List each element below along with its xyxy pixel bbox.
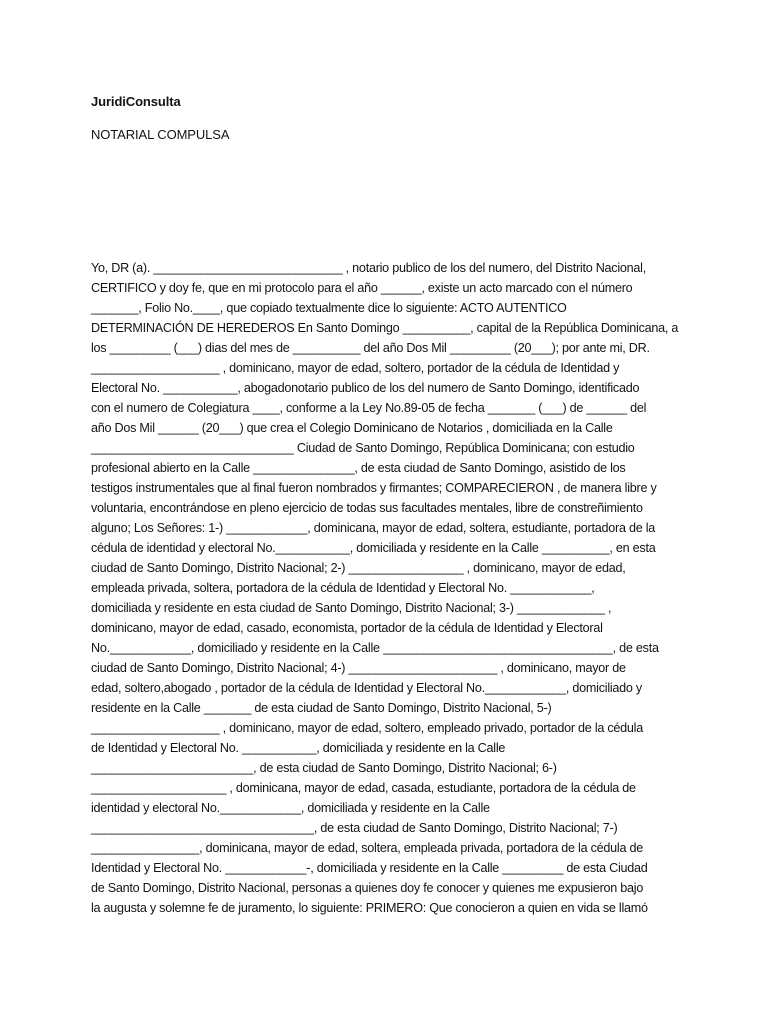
body-text-line: Yo, DR (a). ____________________________ , notario publico de los del numero, del Distrito Nacional, (91, 261, 646, 275)
body-text-line: ciudad de Santo Domingo, Distrito Nacional; 2-) _________________ , dominicano, mayor de edad, (91, 561, 626, 575)
body-text-line: No.____________, domiciliado y residente en la Calle __________________________________, de esta (91, 641, 659, 655)
body-text-line: DETERMINACIÓN DE HEREDEROS En Santo Domingo __________, capital de la República Dominicana, a (91, 321, 679, 335)
body-text-line: de Santo Domingo, Distrito Nacional, personas a quienes doy fe conocer y quienes me expusieron bajo (91, 881, 644, 895)
body-text-line: año Dos Mil ______ (20___) que crea el Colegio Dominicano de Notarios , domiciliada en la Calle (91, 421, 613, 435)
document-body (91, 258, 681, 918)
body-text-line: _______, Folio No.____, que copiado textualmente dice lo siguiente: ACTO AUTENTICO (91, 301, 567, 315)
body-text-line: domiciliada y residente en esta ciudad de Santo Domingo, Distrito Nacional; 3-) _____________ , (91, 601, 612, 615)
body-text-line: ___________________ , dominicano, mayor de edad, soltero, empleado privado, portador de la cédula (91, 721, 643, 735)
body-text-line: _________________________________, de esta ciudad de Santo Domingo, Distrito Nacional; 7-) (91, 821, 618, 835)
document-title: NOTARIAL COMPULSA (91, 127, 230, 142)
body-text-line: identidad y electoral No.____________, domiciliada y residente en la Calle (91, 801, 490, 815)
body-text-line: ciudad de Santo Domingo, Distrito Nacional; 4-) ______________________ , dominicano, mayor de (91, 661, 626, 675)
body-text-line: ________________________, de esta ciudad de Santo Domingo, Distrito Nacional; 6-) (91, 761, 557, 775)
body-text-line: edad, soltero,abogado , portador de la cédula de Identidad y Electoral No.____________, domiciliado y (91, 681, 642, 695)
body-text-line: dominicano, mayor de edad, casado, economista, portador de la cédula de Identidad y Electoral (91, 621, 603, 635)
body-text-line: profesional abierto en la Calle _______________, de esta ciudad de Santo Domingo, asistido de los (91, 461, 626, 475)
body-text-line: ____________________ , dominicana, mayor de edad, casada, estudiante, portadora de la cédula de (91, 781, 636, 795)
body-text-line: los _________ (___) dias del mes de __________ del año Dos Mil _________ (20___); por ante mi, DR. (91, 341, 650, 355)
body-text-line: ______________________________ Ciudad de Santo Domingo, República Dominicana; con estudio (91, 441, 635, 455)
body-text-line: Electoral No. ___________, abogadonotario publico de los del numero de Santo Domingo, identificado (91, 381, 640, 395)
body-text-line: con el numero de Colegiatura ____, conforme a la Ley No.89-05 de fecha _______ (___) de ______ del (91, 401, 647, 415)
body-text-line: ________________, dominicana, mayor de edad, soltera, empleada privada, portadora de la cédula de (91, 841, 643, 855)
body-text-line: testigos instrumentales que al final fueron nombrados y firmantes; COMPARECIERON , de manera libre y (91, 481, 657, 495)
body-text-line: residente en la Calle _______ de esta ciudad de Santo Domingo, Distrito Nacional, 5-) (91, 701, 552, 715)
body-text-line: ___________________ , dominicano, mayor de edad, soltero, portador de la cédula de Identidad y (91, 361, 620, 375)
body-text-line: la augusta y solemne fe de juramento, lo siguiente: PRIMERO: Que conocieron a quien en vida se llamó (91, 901, 648, 915)
body-text-line: de Identidad y Electoral No. ___________, domiciliada y residente en la Calle (91, 741, 506, 755)
body-text-line: CERTIFICO y doy fe, que en mi protocolo para el año ______, existe un acto marcado con el número (91, 281, 633, 295)
body-text-line: cédula de identidad y electoral No.___________, domiciliada y residente en la Calle __________, en esta (91, 541, 656, 555)
body-text-line: empleada privada, soltera, portadora de la cédula de Identidad y Electoral No. ____________, (91, 581, 595, 595)
body-text-line: Identidad y Electoral No. ____________-, domiciliada y residente en la Calle _________ de esta Ciudad (91, 861, 648, 875)
body-text-line: voluntaria, encontrándose en pleno ejercicio de todas sus facultades mentales, libre de constreñimiento (91, 501, 643, 515)
body-text-line: alguno; Los Señores: 1-) ____________, dominicana, mayor de edad, soltera, estudiante, portadora de la (91, 521, 656, 535)
brand-name: JuridiConsulta (91, 94, 181, 109)
